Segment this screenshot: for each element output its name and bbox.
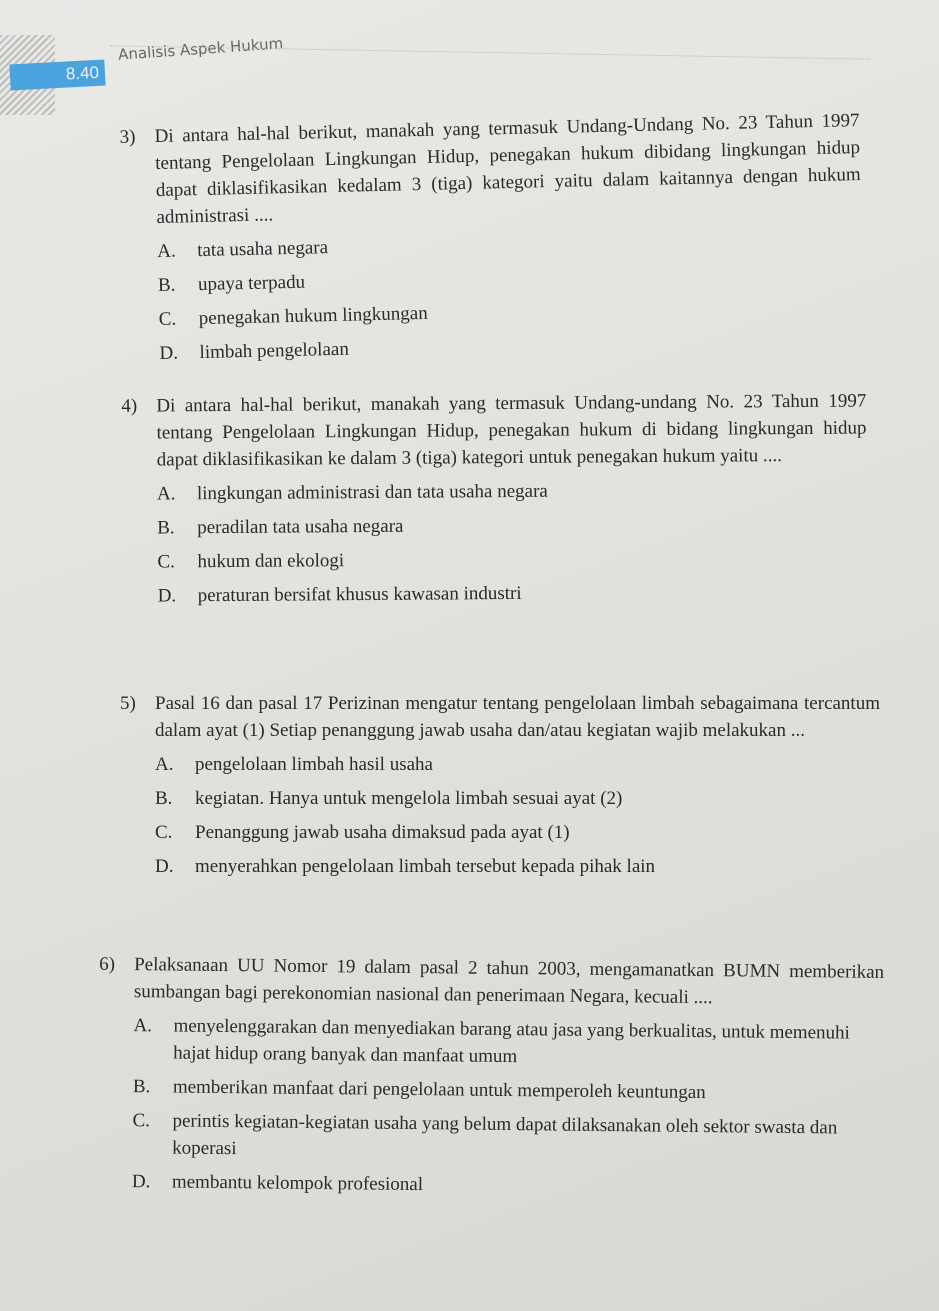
option-text: menyelenggarakan dan menyediakan barang atau jasa yang berkualitas, untuk memenuhi hajat hidup orang banyak dan manfaat umum bbox=[173, 1015, 850, 1068]
option-text: peradilan tata usaha negara bbox=[197, 515, 404, 539]
question-4 bbox=[121, 388, 867, 610]
answer-option bbox=[158, 578, 868, 610]
answer-option bbox=[132, 1168, 882, 1203]
option-letter: B. bbox=[155, 788, 173, 809]
question-number: 4) bbox=[121, 395, 138, 417]
option-letter: C. bbox=[157, 551, 175, 573]
option-letter: B. bbox=[157, 274, 176, 296]
question-3 bbox=[119, 107, 864, 367]
question-number: 6) bbox=[99, 953, 116, 975]
option-letter: C. bbox=[132, 1110, 151, 1132]
option-text: perintis kegiatan-kegiatan usaha yang belum dapat dilaksanakan oleh sektor swasta dan koperasi bbox=[172, 1110, 838, 1160]
answer-option bbox=[133, 1012, 884, 1074]
question-5 bbox=[120, 690, 880, 880]
option-text: hukum dan ekologi bbox=[197, 550, 345, 573]
answer-option bbox=[155, 819, 880, 846]
answer-option bbox=[155, 853, 880, 880]
option-letter: C. bbox=[155, 822, 173, 843]
option-text: memberikan manfaat dari pengelolaan untuk memperoleh keuntungan bbox=[172, 1076, 706, 1104]
option-letter: D. bbox=[157, 585, 177, 607]
option-text: menyerahkan pengelolaan limbah tersebut kepada pihak lain bbox=[195, 856, 656, 877]
answer-option bbox=[155, 785, 880, 812]
question-6 bbox=[99, 951, 885, 1203]
option-letter: A. bbox=[155, 754, 174, 775]
question-text: Di antara hal-hal berikut, manakah yang termasuk Undang-undang No. 23 Tahun 1997 tentang Pengelolaan Lingkungan Hidup, penegakan hukum di bidang lingkungan hidup dapat diklasifikasikan ke dalam 3 (tiga) kategori untuk penegakan hukum yaitu .... bbox=[156, 390, 867, 471]
answer-option bbox=[133, 1073, 883, 1108]
option-text: Penanggung jawab usaha dimaksud pada ayat (1) bbox=[195, 822, 570, 843]
question-number: 5) bbox=[120, 693, 136, 714]
option-letter: C. bbox=[158, 308, 177, 330]
option-letter: D. bbox=[155, 856, 174, 877]
option-letter: A. bbox=[133, 1015, 153, 1037]
option-letter: D. bbox=[159, 342, 179, 364]
option-text: penegakan hukum lingkungan bbox=[198, 302, 428, 330]
section-number-badge: 8.40 bbox=[9, 60, 105, 91]
option-text: lingkungan administrasi dan tata usaha negara bbox=[196, 480, 548, 505]
answer-option bbox=[157, 510, 867, 542]
option-text: tata usaha negara bbox=[196, 237, 329, 262]
option-text: upaya terpadu bbox=[197, 271, 306, 296]
answer-option bbox=[132, 1107, 883, 1169]
question-text: Di antara hal-hal berikut, manakah yang termasuk Undang-Undang No. 23 Tahun 1997 tentang Pengelolaan Lingkungan Hidup, penegakan hukum dibidang lingkungan hidup dapat diklasifikasikan kedalam 3 (tiga) kategori yaitu dalam kaitannya dengan hukum administrasi .... bbox=[154, 110, 861, 229]
question-number: 3) bbox=[119, 126, 136, 148]
option-letter: D. bbox=[131, 1171, 151, 1193]
option-text: kegiatan. Hanya untuk mengelola limbah sesuai ayat (2) bbox=[195, 788, 623, 809]
option-text: membantu kelompok profesional bbox=[171, 1171, 424, 1196]
question-text: Pasal 16 dan pasal 17 Perizinan mengatur tentang pengelolaan limbah sebagaimana tercantum dalam ayat (1) Setiap penanggung jawab usaha dan/atau kegiatan wajib melakukan ... bbox=[155, 693, 880, 741]
option-letter: B. bbox=[132, 1076, 151, 1098]
option-text: pengelolaan limbah hasil usaha bbox=[195, 754, 433, 775]
chapter-title: Analisis Aspek Hukum bbox=[117, 34, 284, 64]
answer-option bbox=[155, 751, 880, 778]
question-text: Pelaksanaan UU Nomor 19 dalam pasal 2 tahun 2003, mengamanatkan BUMN memberikan sumbangan bagi perekonomian nasional dan penerimaan Negara, kecuali .... bbox=[133, 954, 885, 1009]
option-letter: A. bbox=[156, 483, 176, 505]
option-letter: A. bbox=[156, 240, 176, 262]
answer-option bbox=[157, 544, 867, 576]
option-text: limbah pengelolaan bbox=[199, 338, 350, 364]
answer-option bbox=[157, 476, 867, 508]
option-text: peraturan bersifat khusus kawasan industri bbox=[197, 582, 522, 607]
option-letter: B. bbox=[157, 517, 175, 539]
